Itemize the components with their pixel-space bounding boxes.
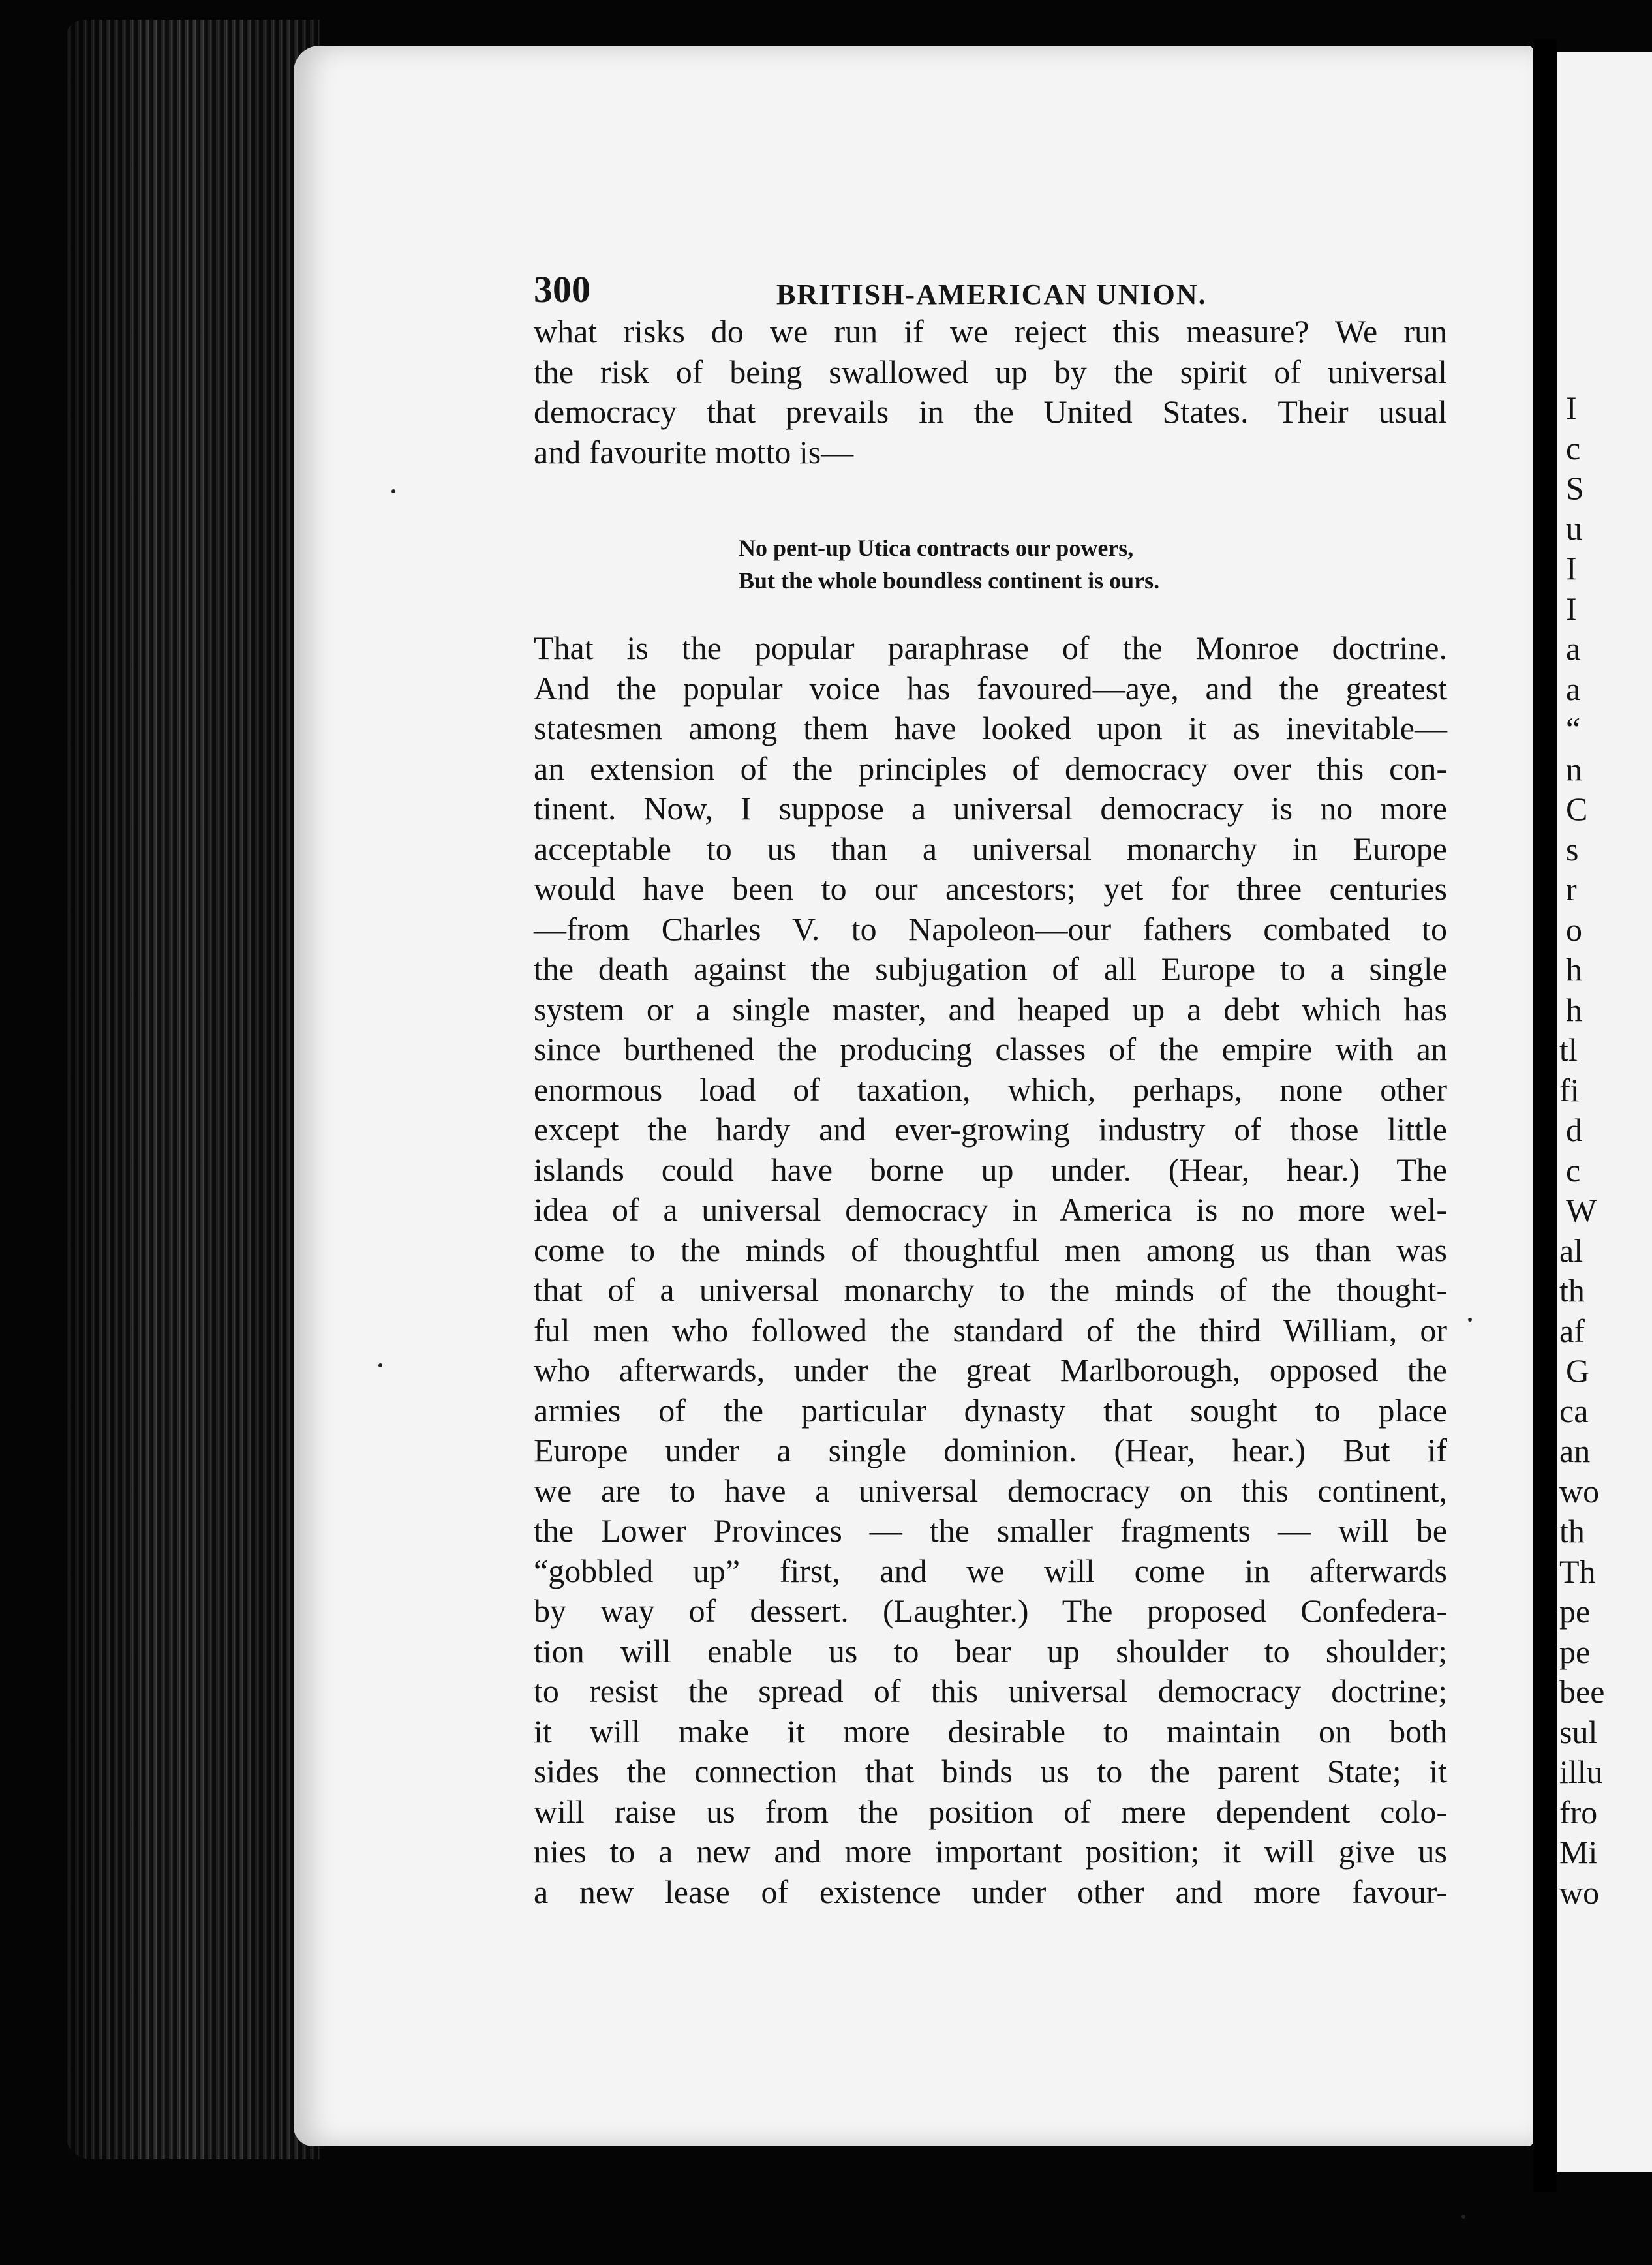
next-page-fragment: G — [1566, 1352, 1590, 1389]
next-page-fragment: o — [1566, 911, 1582, 948]
next-page-fragment: tl — [1559, 1031, 1578, 1068]
text-line: enormous load of taxation, which, perhaps, none other — [534, 1071, 1447, 1108]
quote-line: But the whole boundless continent is ours. — [739, 568, 1160, 594]
next-page-fragment: n — [1566, 750, 1582, 787]
next-page-fragment: Th — [1559, 1553, 1596, 1590]
text-line: tinent. Now, I suppose a universal democracy is no more — [534, 790, 1447, 827]
text-line: “gobbled up” first, and we will come in afterwards — [534, 1552, 1447, 1589]
next-page-fragment: I — [1566, 550, 1577, 586]
text-line: idea of a universal democracy in America is no more wel- — [534, 1191, 1447, 1228]
text-line: ful men who followed the standard of the third William, or — [534, 1311, 1447, 1348]
next-page-fragment: illu — [1559, 1754, 1603, 1790]
text-line: and favourite motto is— — [534, 433, 854, 470]
paragraph-1 — [534, 312, 1447, 472]
next-page-fragment: bee — [1559, 1673, 1605, 1710]
next-page-fragment: pe — [1559, 1593, 1591, 1630]
next-page-fragment: th — [1559, 1513, 1585, 1549]
next-page-fragment: d — [1566, 1112, 1582, 1148]
quote-line: No pent-up Utica contracts our powers, — [739, 535, 1134, 561]
next-page-fragment: fi — [1559, 1071, 1580, 1108]
text-line: will raise us from the position of mere dependent colo- — [534, 1793, 1447, 1830]
text-line: islands could have borne up under. (Hear, hear.) The — [534, 1151, 1447, 1188]
text-line: it will make it more desirable to maintain on both — [534, 1712, 1447, 1750]
text-line: a new lease of existence under other and more favour- — [534, 1873, 1447, 1910]
verse-quote — [739, 532, 1159, 597]
next-page-fragment: u — [1566, 509, 1582, 547]
next-page-fragment: s — [1566, 830, 1579, 868]
text-line: what risks do we run if we reject this measure? We run — [534, 313, 1447, 350]
ink-speck — [1468, 1318, 1472, 1322]
ink-speck — [391, 489, 395, 493]
text-line: an extension of the principles of democracy over this con- — [534, 750, 1447, 787]
next-page-fragment: wo — [1559, 1472, 1600, 1510]
text-line: would have been to our ancestors; yet for three centuries — [534, 870, 1447, 907]
next-page-fragment: an — [1559, 1433, 1591, 1469]
text-line: we are to have a universal democracy on this continent, — [534, 1472, 1447, 1509]
next-page-fragment: a — [1566, 630, 1581, 667]
text-line: the Lower Provinces — the smaller fragments — will be — [534, 1512, 1447, 1549]
next-page-fragment: al — [1559, 1232, 1583, 1269]
text-line: the risk of being swallowed up by the spirit of universal — [534, 353, 1447, 390]
text-line: the death against the subjugation of all Europe to a single — [534, 950, 1447, 987]
next-page-fragment: S — [1566, 470, 1584, 506]
next-page-fragment: fro — [1559, 1793, 1598, 1831]
text-line: by way of dessert. (Laughter.) The proposed Confedera- — [534, 1592, 1447, 1629]
next-page-fragment: c — [1566, 429, 1581, 466]
text-line: acceptable to us than a universal monarchy in Europe — [534, 830, 1447, 867]
next-page-fragment: h — [1566, 951, 1582, 988]
text-line: except the hardy and ever-growing industry of those little — [534, 1111, 1447, 1148]
text-line: that of a universal monarchy to the minds of the thought- — [534, 1271, 1447, 1308]
text-line: And the popular voice has favoured—aye, and the greatest — [534, 669, 1447, 707]
ink-speck — [1461, 2215, 1465, 2219]
page-header — [534, 267, 1447, 313]
next-page-fragment: sul — [1559, 1713, 1598, 1750]
next-page-fragment: ca — [1559, 1392, 1589, 1429]
text-line: who afterwards, under the great Marlborough, opposed the — [534, 1352, 1447, 1388]
next-page-fragment: h — [1566, 991, 1582, 1028]
text-line: to resist the spread of this universal democracy doctrine; — [534, 1673, 1447, 1709]
next-page-fragment: af — [1559, 1312, 1585, 1349]
text-line: democracy that prevails in the United States. Their usual — [534, 393, 1447, 430]
next-page-fragment: pe — [1559, 1633, 1591, 1670]
next-page-fragment: C — [1566, 791, 1588, 827]
text-line: —from Charles V. to Napoleon—our fathers combated to — [534, 910, 1447, 947]
next-page-sliver — [1557, 52, 1652, 2172]
next-page-fragment: wo — [1559, 1874, 1600, 1911]
next-page-fragment: W — [1566, 1192, 1597, 1228]
paragraph-2 — [534, 628, 1447, 1912]
ink-speck — [378, 1363, 382, 1367]
text-line: system or a single master, and heaped up a debt which has — [534, 990, 1447, 1027]
next-page-fragment: I — [1566, 590, 1577, 627]
text-line: nies to a new and more important position; it will give us — [534, 1833, 1447, 1870]
book-gutter — [1533, 39, 1557, 2192]
page-edge-shadow — [65, 20, 320, 2159]
next-page-fragment: a — [1566, 670, 1581, 707]
page-number: 300 — [534, 268, 590, 311]
next-page-fragment: r — [1566, 871, 1577, 907]
next-page-fragment: “ — [1566, 710, 1581, 747]
next-page-fragment: Mi — [1559, 1834, 1598, 1870]
next-page-fragment: c — [1566, 1151, 1581, 1189]
next-page-fragment: th — [1559, 1272, 1585, 1309]
text-line: statesmen among them have looked upon it as inevitable— — [534, 710, 1447, 746]
next-page-fragment: I — [1566, 389, 1577, 426]
text-line: come to the minds of thoughtful men among us than was — [534, 1231, 1447, 1268]
text-line: tion will enable us to bear up shoulder to shoulder; — [534, 1632, 1447, 1669]
text-line: since burthened the producing classes of the empire with an — [534, 1031, 1447, 1067]
text-line: Europe under a single dominion. (Hear, hear.) But if — [534, 1432, 1447, 1468]
running-head: BRITISH-AMERICAN UNION. — [776, 279, 1207, 311]
text-line: armies of the particular dynasty that sought to place — [534, 1391, 1447, 1429]
text-line: sides the connection that binds us to the parent State; it — [534, 1753, 1447, 1789]
text-line: That is the popular paraphrase of the Monroe doctrine. — [534, 630, 1447, 666]
